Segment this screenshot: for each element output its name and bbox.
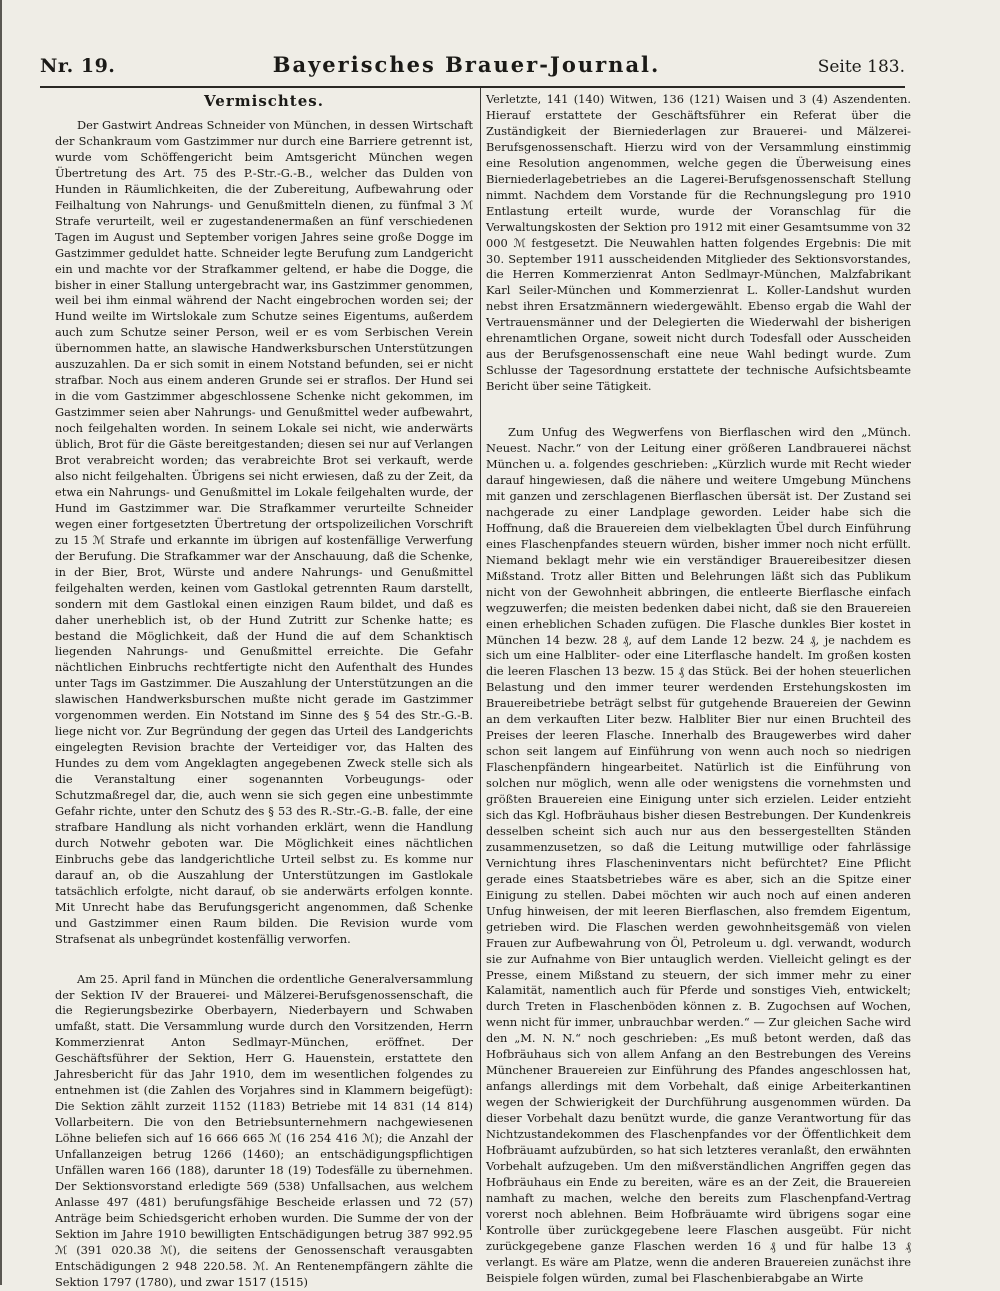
page-number: Seite 183. [817,57,905,77]
page-header [40,52,905,84]
header-rule [40,86,905,88]
column-divider [480,88,481,1230]
article-generalversammlung-continued: Verletzte, 141 (140) Witwen, 136 (121) Waisen und 3 (4) Aszendenten. Hierauf erstattete der Geschäftsführer ein Referat über die Zuständigkeit der Bierniederlagen zur Brauerei- und Mälzerei-Berufsgenossenschaft. Hierzu wird von der Versammlung einstimmig eine Resolution angenommen, welche gegen die Überweisung eines Bierniederlagebetriebes an die Lagerei-Berufsgenossenschaft Stellung nimmt. Nachdem dem Vorstande für die Rechnungslegung pro 1910 Entlastung erteilt wurde, wurde der Voranschlag für die Verwaltungskosten der Sektion pro 1912 mit einer Gesamtsumme von 32 000 ℳ festgesetzt. Die Neuwahlen hatten folgendes Ergebnis: Die mit 30. September 1911 ausscheidenden Mitglieder des Sektionsvorstandes, die Herren Kommerzienrat Anton Sedlmayr-München, Malzfabrikant Karl Seiler-München und Kommerzienrat L. Koller-Landshut wurden nebst ihren Ersatzmännern wiedergewählt. Ebenso ergab die Wahl der Vertrauensmänner und der Delegierten die Wiederwahl der bisherigen ehrenamtlichen Organe, soweit nicht durch Todesfall oder Ausscheiden aus der Berufsgenossenschaft eine neue Wahl bedingt wurde. Zum Schlusse der Tagesordnung erstattete der technische Aufsichtsbeamte Bericht über seine Tätigkeit. [486,92,911,394]
article-spacer [486,395,911,425]
journal-title: Bayerisches Brauer-Journal. [272,52,661,77]
issue-number: Nr. 19. [40,55,116,77]
article-bierflaschen: Zum Unfug des Wegwerfens von Bierflaschen wird den „Münch. Neuest. Nachr.“ von der Leitung einer größeren Landbrauerei nächst München u. a. folgendes geschrieben: „Kürzlich wurde mit Recht wieder darauf hingewiesen, daß die nähere und weitere Umgebung Münchens mit ganzen und zerschlagenen Bierflaschen übersät ist. Der Zustand sei nachgerade zu einer Landplage geworden. Leider habe sich die Hoffnung, daß die Brauereien dem vielbeklagten Übel durch Einführung eines Flaschenpfandes steuern würden, bisher immer noch nicht erfüllt. Niemand beklagt mehr wie ein verständiger Brauereibesitzer diesen Mißstand. Trotz aller Bitten und Belehrungen läßt sich das Publikum nicht von der Gewohnheit abbringen, die entleerte Bierflasche einfach wegzuwerfen; die meisten bedenken dabei nicht, daß sie den Brauereien einen erheblichen Schaden zufügen. Die Flasche dunkles Bier kostet in München 14 bezw. 28 ₰, auf dem Lande 12 bezw. 24 ₰, je nachdem es sich um eine Halbliter- oder eine Literflasche handelt. Im großen kosten die leeren Flaschen 13 bezw. 15 ₰ das Stück. Bei der hohen steuerlichen Belastung und den immer teurer werdenden Erstehungskosten im Brauereibetriebe beträgt selbst für gutgehende Brauereien der Gewinn an dem verkauften Liter bezw. Halbliter Bier nur einen Bruchteil des Preises der leeren Flasche. Innerhalb des Braugewerbes wird daher schon seit langem auf Einführung von wenn auch noch so niedrigen Flaschenpfändern hingearbeitet. Natürlich ist die Einführung von solchen nur möglich, wenn alle oder wenigstens die vornehmsten und größten Brauereien eine Einigung unter sich erzielen. Leider entzieht sich das Kgl. Hofbräuhaus bisher diesen Bestrebungen. Der Kundenkreis desselben scheint sich auch nur aus den bessergestellten Ständen zusammenzusetzen, so daß die Leitung mutwillige oder fahrlässige Vernichtung ihres Flascheninventars nicht befürchtet? Eine Pflicht gerade eines Staatsbetriebes wäre es aber, sich an die Spitze einer Einigung zu stellen. Dabei möchten wir auch noch auf einen anderen Unfug hinweisen, der mit leeren Bierflaschen, also fremdem Eigentum, getrieben wird. Die Flaschen werden gewohnheitsgemäß von vielen Frauen zur Aufbewahrung von Öl, Petroleum u. dgl. verwandt, wodurch sie zur Aufnahme von Bier untauglich werden. Vielleicht gelingt es der Presse, einem Mißstand zu steuern, der sich immer mehr zu einer Kalamität, namentlich auch für Pferde und sonstiges Vieh, entwickelt; durch Treten in Flaschenböden können z. B. Zugochsen auf Wochen, wenn nicht für immer, unbrauchbar werden.“ — Zur gleichen Sache wird den „M. N. N.“ noch geschrieben: „Es muß betont werden, daß das Hofbräuhaus sich von allem Anfang an den Bestrebungen des Vereins Münchener Brauereien zur Einführung des Pfandes angeschlossen hat, anfangs allerdings mit dem Vorbehalt, daß einige Arbeiterkantinen wegen der Schwierigkeit der Durchführung ausgenommen würden. Da dieser Vorbehalt dazu benützt wurde, die ganze Verantwortung für das Nichtzustandekommen des Flaschenpfandes vor der Öffentlichkeit dem Hofbräuamt aufzubürden, so hat sich letzteres veranlaßt, den erwähnten Vorbehalt aufzugeben. Um den mißverständlichen Angriffen gegen das Hofbräuhaus ein Ende zu bereiten, wäre es an der Zeit, die Brauereien namhaft zu machen, welche den bereits zum Flaschenpfand-Vertrag vorerst noch ablehnen. Beim Hofbräuamte wird übrigens sogar eine Kontrolle über zurückgegebene leere Flaschen ausgeübt. Für nicht zurückgegebene ganze Flaschen werden 16 ₰ und für halbe 13 ₰ verlangt. Es wäre am Platze, wenn die anderen Brauereien zunächst ihre Beispiele folgen würden, zumal bei Flaschenbierabgabe an Wirte [486,425,911,1285]
article-generalversammlung: Am 25. April fand in München die ordentliche Generalversammlung der Sektion IV der Brauerei- und Mälzerei-Berufsgenossenschaft, die die Regierungsbezirke Oberbayern, Niederbayern und Schwaben umfaßt, statt. Die Versammlung wurde durch den Vorsitzenden, Herrn Kommerzienrat Anton Sedlmayr-München, eröffnet. Der Geschäftsführer der Sektion, Herr G. Hauenstein, erstattete den Jahresbericht für das Jahr 1910, dem im wesentlichen folgendes zu entnehmen ist (die Zahlen des Vorjahres sind in Klammern beigefügt): Die Sektion zählt zurzeit 1152 (1183) Betriebe mit 14 831 (14 814) Vollarbeitern. Die von den Betriebsunternehmern nachgewiesenen Löhne beliefen sich auf 16 666 665 ℳ (16 254 416 ℳ); die Anzahl der Unfallanzeigen betrug 1266 (1460); an entschädigungspflichtigen Unfällen waren 166 (188), darunter 18 (19) Todesfälle zu übernehmen. Der Sektionsvorstand erledigte 569 (538) Unfallsachen, aus welchem Anlasse 497 (481) berufungsfähige Bescheide erlassen und 72 (57) Anträge beim Schiedsgericht erhoben wurden. Die Summe der von der Sektion im Jahre 1910 bewilligten Entschädigungen betrug 387 992.95 ℳ (391 020.38 ℳ), die seitens der Genossenschaft verausgabten Entschädigungen 2 948 220.58. ℳ. An Rentenempfängern zählte die Sektion 1797 (1780), und zwar 1517 (1515) [55,971,473,1289]
left-column [55,92,473,1291]
article-spacer [55,948,473,972]
section-title: Vermischtes. [204,92,324,110]
right-column [486,92,911,1287]
article-gastwirt-dogge: Der Gastwirt Andreas Schneider von München, in dessen Wirtschaft der Schankraum vom Gastzimmer nur durch eine Barriere getrennt ist, wurde vom Schöffengericht beim Amtsgericht München wegen Übertretung des Art. 75 des P.-Str.-G.-B., welcher das Dulden von Hunden in Räumlichkeiten, die der Zubereitung, Aufbewahrung oder Feilhaltung von Nahrungs- und Genußmitteln dienen, zu fünfmal 3 ℳ Strafe verurteilt, weil er zugestandenermaßen an fünf verschiedenen Tagen im August und September vorigen Jahres seine große Dogge im Gastzimmer geduldet hatte. Schneider legte Berufung zum Landgericht ein und machte vor der Strafkammer geltend, er habe die Dogge, die bisher in einer Stallung untergebracht war, ins Gastzimmer genommen, weil bei ihm einmal während der Nacht eingebrochen worden sei; der Hund weilte im Wirtslokale zum Schutze seines Eigentums, außerdem auch zum Schutze seiner Person, weil er es vom Serbischen Verein übernommen hatte, an slawische Handwerksburschen Unterstützungen auszuzahlen. Da er sich somit in einem Notstand befunden, sei er nicht strafbar. Noch aus einem anderen Grunde sei er straflos. Der Hund sei in die vom Gastzimmer abgeschlossene Schenke nicht gekommen, im Gastzimmer seien aber Nahrungs- und Genußmittel weder aufbewahrt, noch feilgehalten worden. In seinem Lokale sei nicht, wie anderwärts üblich, Brot für die Gäste bereitgestanden; diesen sei nur auf Verlangen Brot verabreicht worden; das verabreichte Brot sei verkauft, werde also nicht feilgehalten. Übrigens sei nicht erwiesen, daß zu der Zeit, da etwa ein Nahrungs- und Genußmittel im Lokale feilgehalten wurde, der Hund im Gastzimmer war. Die Strafkammer verurteilte Schneider wegen einer fortgesetzten Übertretung der ortspolizeilichen Vorschrift zu 15 ℳ Strafe und erkannte im übrigen auf kostenfällige Verwerfung der Berufung. Die Strafkammer war der Anschauung, daß die Schenke, in der Bier, Brot, Würste und andere Nahrungs- und Genußmittel feilgehalten werden, keinen vom Gastlokal getrennten Raum darstellt, sondern mit dem Gastlokal einen einzigen Raum bildet, und daß es daher unerheblich ist, ob der Hund Zutritt zur Schenke hatte; es bestand die Möglichkeit, daß der Hund die auf dem Schanktisch liegenden Nahrungs- und Genußmittel erreichte. Die Gefahr nächtlichen Einbruchs rechtfertigte nicht den Aufenthalt des Hundes unter Tags im Gastzimmer. Die Auszahlung der Unterstützungen an die slawischen Handwerksburschen mußte nicht gerade im Gastzimmer vorgenommen werden. Ein Notstand im Sinne des § 54 des Str.-G.-B. liege nicht vor. Zur Begründung der gegen das Urteil des Landgerichts eingelegten Revision brachte der Verteidiger vor, das Halten des Hundes zu dem vom Angeklagten angegebenen Zweck stelle sich als die Veranstaltung einer sogenannten Vorbeugungs- oder Schutzmaßregel dar, die, auch wenn sie sich gegen eine unbestimmte Gefahr richte, unter den Schutz des § 53 des R.-Str.-G.-B. falle, der eine strafbare Handlung als nicht vorhanden erklärt, wenn die Handlung durch Notwehr geboten war. Die Möglichkeit eines nächtlichen Einbruchs gebe das landgerichtliche Urteil selbst zu. Es komme nur darauf an, ob die Auszahlung der Unterstützungen im Gastlokale tatsächlich erfolgte, nicht darauf, ob sie anderwärts erfolgen konnte. Mit Unrecht habe das Berufungsgericht angenommen, daß Schenke und Gastzimmer einen Raum bilden. Die Revision wurde vom Strafsenat als unbegründet kostenfällig verworfen. [55,118,473,946]
